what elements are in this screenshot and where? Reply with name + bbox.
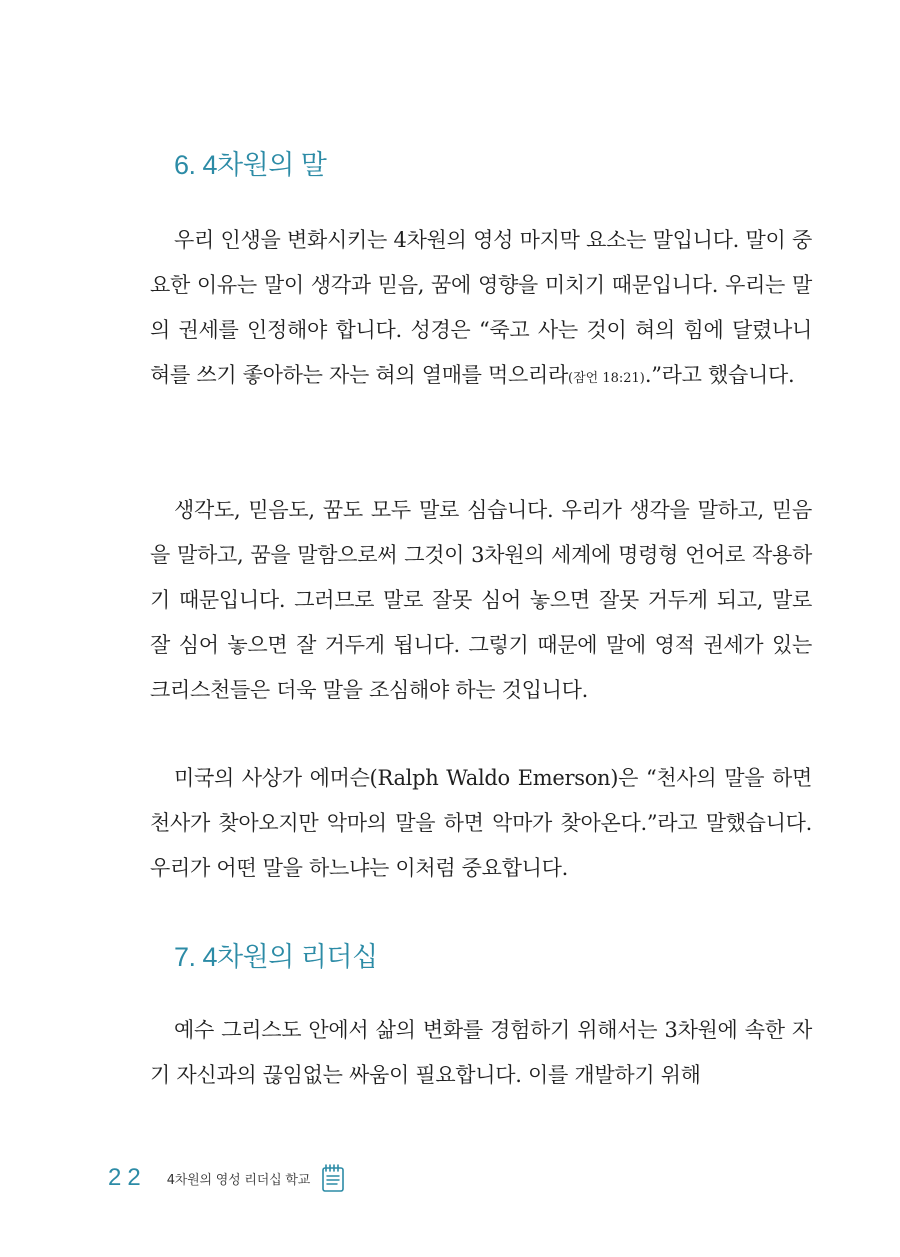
page-number: 22 [108,1164,147,1191]
section-heading-7: 7. 4차원의 리더십 [174,942,378,972]
section-heading-6: 6. 4차원의 말 [174,150,327,180]
page-footer [108,1163,346,1193]
bible-reference: (잠언 18:21) [568,371,645,386]
paragraph-text: 우리 인생을 변화시키는 4차원의 영성 마지막 요소는 말입니다. 말이 중요한 이유는 말이 생각과 믿음, 꿈에 영향을 미치기 때문입니다. 우리는 말의 권세를 인정해야 합니다. 성경은 “죽고 사는 것이 혀의 힘에 달렸나니 혀를 쓰기 좋아하는 자는 혀의 열매를 먹으리라 [150,228,812,387]
paragraph-words-power [150,218,812,401]
paragraph-planting-words: 생각도, 믿음도, 꿈도 모두 말로 심습니다. 우리가 생각을 말하고, 믿음을 말하고, 꿈을 말함으로써 그것이 3차원의 세계에 명령형 언어로 작용하기 때문입니다. 그러므로 말로 잘못 심어 놓으면 잘못 거두게 되고, 말로 잘 심어 놓으면 잘 거두게 됩니다. 그렇기 때문에 말에 영적 권세가 있는 크리스천들은 더욱 말을 조심해야 하는 것입니다. [150,498,812,702]
notepad-icon [320,1163,346,1193]
paragraph-tail: .”라고 했습니다. [644,363,795,387]
book-title: 4차원의 영성 리더십 학교 [166,1172,311,1188]
paragraph-emerson-quote: 미국의 사상가 에머슨(Ralph Waldo Emerson)은 “천사의 말을 하면 천사가 찾아오지만 악마의 말을 하면 악마가 찾아온다.”라고 말했습니다. 우리가 어떤 말을 하느냐는 이처럼 중요합니다. [150,766,812,880]
paragraph-leadership: 예수 그리스도 안에서 삶의 변화를 경험하기 위해서는 3차원에 속한 자기 자신과의 끊임없는 싸움이 필요합니다. 이를 개발하기 위해 [150,1018,812,1087]
